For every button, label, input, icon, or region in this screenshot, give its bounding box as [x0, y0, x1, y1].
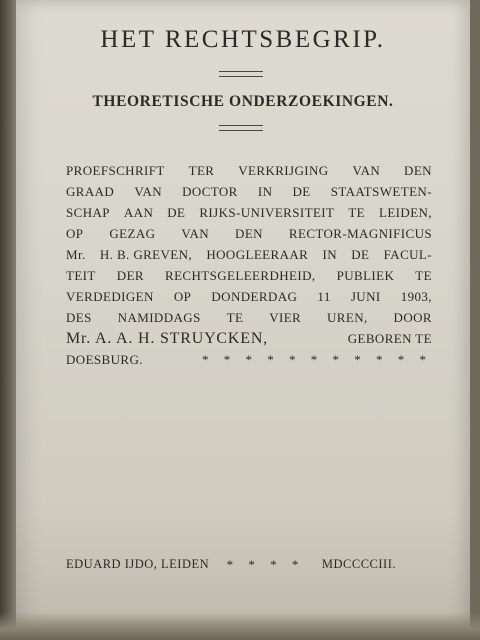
word: SCHAP — [66, 205, 110, 220]
word: VAN — [134, 184, 163, 199]
word: TE — [226, 310, 244, 325]
born-at-label: GEBOREN TE — [347, 331, 432, 346]
statement-line-3 — [66, 202, 432, 223]
word: VERKRIJGING — [238, 163, 329, 178]
word: TER — [188, 163, 215, 178]
word: PUBLIEK — [336, 268, 395, 283]
word: H. B. GREVEN, — [99, 247, 193, 262]
defense-year: 1903, — [400, 289, 432, 304]
word: NAMIDDAGS — [117, 310, 201, 325]
word: RIJKS-UNIVERSITEIT — [199, 205, 335, 220]
word: VERDEDIGEN — [66, 289, 154, 304]
asterisk-ornament: * * * * * * * * * * * — [202, 352, 432, 367]
word: RECTOR-MAGNIFICUS — [288, 226, 432, 241]
word: OP — [173, 289, 192, 304]
birthplace: DOESBURG. — [66, 352, 143, 367]
word: TE — [415, 268, 432, 283]
decorative-rule-top — [219, 71, 263, 77]
word: AAN — [123, 205, 154, 220]
publisher: EDUARD IJDO, LEIDEN — [66, 557, 210, 571]
word: DOOR — [393, 310, 432, 325]
word: TEIT — [66, 268, 96, 283]
book-title: HET RECHTSBEGRIP. — [100, 26, 386, 53]
publication-year: MDCCCCIII. — [321, 557, 396, 571]
statement-line-5 — [66, 244, 432, 265]
word: DEN — [404, 163, 432, 178]
book-subtitle: THEORETISCHE ONDERZOEKINGEN. — [92, 93, 394, 110]
word: TE — [348, 205, 366, 220]
word: IN — [257, 184, 273, 199]
imprint-line — [66, 557, 396, 573]
statement-line-1 — [66, 160, 432, 181]
word: FACUL- — [383, 247, 432, 262]
statement-line-2 — [66, 181, 432, 202]
statement-line-8 — [66, 307, 432, 328]
word: STAATSWETEN- — [330, 184, 432, 199]
statement-line-4 — [66, 223, 432, 244]
statement-line-9 — [66, 328, 432, 349]
word: VIER — [269, 310, 302, 325]
author-name: Mr. A. A. H. STRUYCKEN, — [66, 330, 268, 347]
statement-line-6 — [66, 265, 432, 286]
word: DOCTOR — [182, 184, 238, 199]
word: VAN — [181, 226, 210, 241]
decorative-rule-bottom — [219, 125, 263, 131]
defense-month: JUNI — [350, 289, 381, 304]
word: DER — [116, 268, 144, 283]
word: Mr. — [66, 247, 86, 262]
word: DES — [66, 310, 92, 325]
word: DEN — [235, 226, 263, 241]
word: GRAAD — [66, 184, 115, 199]
title-page — [16, 0, 470, 640]
word: HOOGLEERAAR — [206, 247, 309, 262]
word: DE — [351, 247, 370, 262]
defense-day: 11 — [317, 289, 331, 304]
word: DE — [292, 184, 311, 199]
word: DONDERDAG — [211, 289, 298, 304]
statement-line-10 — [66, 349, 432, 370]
word: DE — [167, 205, 186, 220]
word: LEIDEN, — [379, 205, 432, 220]
dissertation-statement — [66, 160, 432, 370]
imprint-ornament: * * * * — [226, 557, 305, 572]
word: VAN — [352, 163, 381, 178]
word: IN — [322, 247, 337, 262]
word: OP — [66, 226, 84, 241]
word: UREN, — [327, 310, 368, 325]
page-bottom-shadow — [0, 612, 480, 640]
word: GEZAG — [109, 226, 156, 241]
word: PROEFSCHRIFT — [66, 163, 165, 178]
statement-line-7 — [66, 286, 432, 307]
word: RECHTSGELEERDHEID, — [165, 268, 316, 283]
